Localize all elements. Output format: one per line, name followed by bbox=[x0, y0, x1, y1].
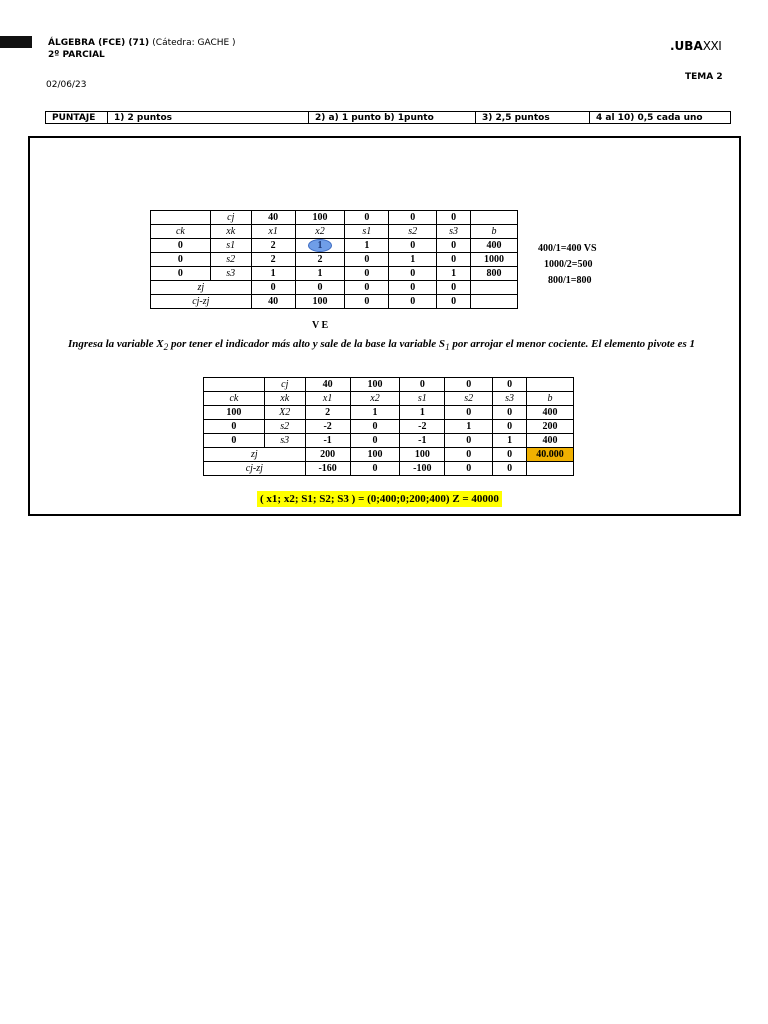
column-header: s3 bbox=[493, 392, 527, 406]
table-row bbox=[204, 420, 574, 434]
cell: 0 bbox=[493, 448, 527, 462]
cj-zj-row bbox=[151, 295, 518, 309]
cell: -100 bbox=[400, 462, 445, 476]
cell: 100 bbox=[295, 295, 345, 309]
score-item-2: 2) a) 1 punto b) 1punto bbox=[309, 112, 476, 123]
cell: 0 bbox=[437, 295, 471, 309]
cj-label: cj bbox=[264, 378, 305, 392]
column-header: b bbox=[527, 392, 574, 406]
column-header: x2 bbox=[350, 392, 400, 406]
cell: 2 bbox=[305, 406, 350, 420]
cell: 400 bbox=[527, 406, 574, 420]
cell: 1 bbox=[493, 434, 527, 448]
exam-date: 02/06/23 bbox=[46, 80, 87, 90]
cell: 0 bbox=[389, 281, 437, 295]
cj-value: 40 bbox=[251, 211, 295, 225]
logo-xxi: XXI bbox=[702, 39, 722, 53]
cell: 1 bbox=[437, 267, 471, 281]
ratio-item: 400/1=400 VS bbox=[538, 243, 597, 254]
cell: 200 bbox=[527, 420, 574, 434]
cj-value: 0 bbox=[437, 211, 471, 225]
table-row bbox=[204, 378, 574, 392]
cj-zj-row bbox=[204, 462, 574, 476]
column-header: s1 bbox=[345, 225, 389, 239]
column-header: xk bbox=[210, 225, 251, 239]
zj-row bbox=[204, 448, 574, 462]
cell: 1 bbox=[445, 420, 493, 434]
cell: 100 bbox=[204, 406, 265, 420]
simplex-tableau-2 bbox=[203, 377, 574, 476]
cj-value: 0 bbox=[493, 378, 527, 392]
cell: 1000 bbox=[471, 253, 518, 267]
explanation-sub: 1 bbox=[445, 342, 450, 353]
cell: s1 bbox=[210, 239, 251, 253]
cell: 200 bbox=[305, 448, 350, 462]
cell: 0 bbox=[295, 281, 345, 295]
table-row bbox=[151, 211, 518, 225]
cell: 0 bbox=[389, 267, 437, 281]
cj-zj-label: cj-zj bbox=[151, 295, 252, 309]
exam-title: 2º PARCIAL bbox=[48, 50, 105, 60]
zj-label: zj bbox=[204, 448, 306, 462]
subject-line bbox=[48, 38, 236, 48]
score-table bbox=[45, 111, 731, 124]
cell: 0 bbox=[345, 281, 389, 295]
cell: 0 bbox=[151, 253, 211, 267]
cj-value: 0 bbox=[345, 211, 389, 225]
simplex-tableau-1 bbox=[150, 210, 518, 309]
cell: 0 bbox=[345, 267, 389, 281]
cell: -1 bbox=[400, 434, 445, 448]
cell: 800 bbox=[471, 267, 518, 281]
cell: 1 bbox=[251, 267, 295, 281]
cell: 2 bbox=[251, 239, 295, 253]
table-header-row bbox=[204, 392, 574, 406]
column-header: x1 bbox=[251, 225, 295, 239]
cell: 0 bbox=[389, 239, 437, 253]
cell: -2 bbox=[305, 420, 350, 434]
cell: 0 bbox=[493, 420, 527, 434]
cell: 0 bbox=[345, 295, 389, 309]
black-tab-marker bbox=[0, 36, 32, 48]
column-header: s1 bbox=[400, 392, 445, 406]
cell: 0 bbox=[445, 406, 493, 420]
column-header: s2 bbox=[445, 392, 493, 406]
cell: 100 bbox=[350, 448, 400, 462]
cell: 0 bbox=[350, 462, 400, 476]
cell: s3 bbox=[210, 267, 251, 281]
cj-zj-label: cj-zj bbox=[204, 462, 306, 476]
solution-highlight: ( x1; x2; S1; S2; S3 ) = (0;400;0;200;400) Z = 40000 bbox=[257, 491, 502, 507]
logo-uba: .UBA bbox=[670, 39, 703, 53]
cell: 1 bbox=[295, 267, 345, 281]
table-row bbox=[151, 253, 518, 267]
explanation-text: Ingresa la variable X bbox=[68, 338, 164, 350]
column-header: ck bbox=[204, 392, 265, 406]
score-item-4: 4 al 10) 0,5 cada uno bbox=[596, 113, 703, 123]
subject: ÁLGEBRA (FCE) (71) bbox=[48, 38, 150, 48]
cell: 100 bbox=[400, 448, 445, 462]
cell: -2 bbox=[400, 420, 445, 434]
cell: 0 bbox=[345, 253, 389, 267]
cell: 0 bbox=[437, 253, 471, 267]
table-row bbox=[204, 434, 574, 448]
zj-row bbox=[151, 281, 518, 295]
score-item-3: 3) 2,5 puntos bbox=[476, 112, 590, 123]
column-header: s2 bbox=[389, 225, 437, 239]
column-header: x2 bbox=[295, 225, 345, 239]
cell: 0 bbox=[151, 267, 211, 281]
cell: 0 bbox=[389, 295, 437, 309]
ratio-item: 800/1=800 bbox=[548, 275, 592, 286]
explanation-sub: 2 bbox=[163, 342, 169, 353]
cell: 0 bbox=[151, 239, 211, 253]
column-header: ck bbox=[151, 225, 211, 239]
column-header: b bbox=[471, 225, 518, 239]
cell: 1 bbox=[345, 239, 389, 253]
cell: 1 bbox=[350, 406, 400, 420]
cell: s2 bbox=[210, 253, 251, 267]
cell: X2 bbox=[264, 406, 305, 420]
ratio-item: 1000/2=500 bbox=[544, 259, 593, 270]
cell: 1 bbox=[389, 253, 437, 267]
cell: 0 bbox=[204, 420, 265, 434]
table-row bbox=[151, 239, 518, 253]
cell: 400 bbox=[527, 434, 574, 448]
explanation-paragraph bbox=[68, 337, 728, 354]
cell: 2 bbox=[251, 253, 295, 267]
cj-value: 0 bbox=[400, 378, 445, 392]
cell: 0 bbox=[445, 462, 493, 476]
cell: 0 bbox=[437, 239, 471, 253]
column-header: s3 bbox=[437, 225, 471, 239]
explanation-text: por tener el indicador más alto y sale de la base la variable S bbox=[168, 338, 446, 350]
cell: 0 bbox=[204, 434, 265, 448]
cj-value: 100 bbox=[295, 211, 345, 225]
cj-value: 100 bbox=[350, 378, 400, 392]
cell: 0 bbox=[350, 420, 400, 434]
cell: 0 bbox=[445, 434, 493, 448]
cj-label: cj bbox=[210, 211, 251, 225]
column-header: x1 bbox=[305, 392, 350, 406]
cell: 0 bbox=[437, 281, 471, 295]
score-item-1: 1) 2 puntos bbox=[108, 112, 309, 123]
cell: s3 bbox=[264, 434, 305, 448]
pivot-element: 1 bbox=[308, 239, 332, 252]
cell: 40 bbox=[251, 295, 295, 309]
table-header-row bbox=[151, 225, 518, 239]
cell: 0 bbox=[251, 281, 295, 295]
objective-value-cell: 40.000 bbox=[527, 448, 574, 462]
cell: -160 bbox=[305, 462, 350, 476]
cell: 0 bbox=[445, 448, 493, 462]
cell: 0 bbox=[493, 406, 527, 420]
entering-variable-label: V E bbox=[312, 320, 329, 331]
table-row bbox=[204, 406, 574, 420]
cell: 0 bbox=[350, 434, 400, 448]
catedra: (Cátedra: GACHE ) bbox=[152, 38, 236, 48]
cell: 2 bbox=[295, 253, 345, 267]
cell: 0 bbox=[493, 462, 527, 476]
zj-label: zj bbox=[151, 281, 252, 295]
ratio-list bbox=[538, 241, 597, 289]
cell: s2 bbox=[264, 420, 305, 434]
cj-value: 40 bbox=[305, 378, 350, 392]
table-row bbox=[151, 267, 518, 281]
uba-xxi-logo bbox=[670, 39, 721, 53]
cj-value: 0 bbox=[445, 378, 493, 392]
cell: 400 bbox=[471, 239, 518, 253]
cell: -1 bbox=[305, 434, 350, 448]
explanation-text: por arrojar el menor cociente. El elemento pivote es 1 bbox=[449, 338, 695, 350]
tema-label: TEMA 2 bbox=[685, 72, 723, 82]
column-header: xk bbox=[264, 392, 305, 406]
cell: 1 bbox=[400, 406, 445, 420]
pivot-cell bbox=[295, 239, 345, 253]
cj-value: 0 bbox=[389, 211, 437, 225]
score-label: PUNTAJE bbox=[46, 112, 108, 123]
